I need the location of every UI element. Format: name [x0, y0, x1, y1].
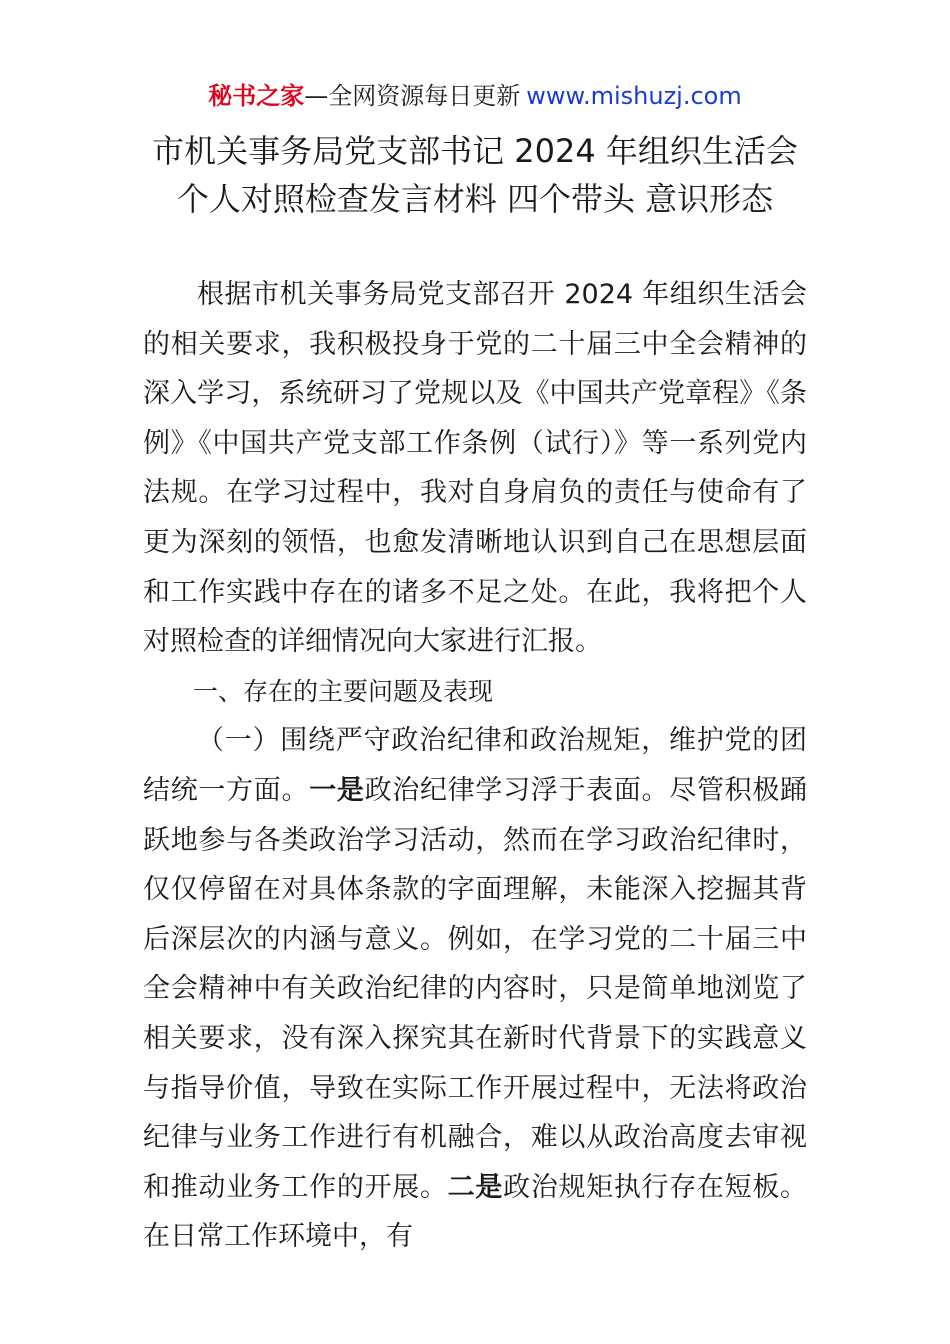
title-line-1: 市机关事务局党支部书记 2024 年组织生活会 [152, 132, 798, 170]
site-url-link[interactable]: www.mishuzj.com [526, 82, 742, 110]
subsection-1-paragraph [143, 716, 807, 1262]
intro-paragraph: 根据市机关事务局党支部召开 2024 年组织生活会的相关要求，我积极投身于党的二十届三中全会精神的深入学习，系统研习了党规以及《中国共产党章程》《条例》《中国共产党支部工作条例（试行）》等一系列党内法规。在学习过程中，我对自身肩负的责任与使命有了更为深刻的领悟，也愈发清晰地认识到自己在思想层面和工作实践中存在的诸多不足之处。在此，我将把个人对照检查的详细情况向大家进行汇报。 [143, 279, 807, 658]
banner-dash: — [304, 82, 329, 110]
document-title [0, 127, 950, 223]
brand-name: 秘书之家 [208, 82, 305, 110]
point-1-text: 政治纪律学习浮于表面。尽管积极踊跃地参与各类政治学习活动，然而在学习政治纪律时，仅仅停留在对具体条款的字面理解，未能深入挖掘其背后深层次的内涵与意义。例如，在学习党的二十届三中全会精神中有关政治纪律的内容时，只是简单地浏览了相关要求，没有深入探究其在新时代背景下的实践意义与指导价值，导致在实际工作开展过程中，无法将政治纪律与业务工作进行有机融合，难以从政治高度去审视和推动业务工作的开展。 [143, 774, 808, 1203]
point-1-label: 一是 [309, 774, 365, 806]
banner-tagline: 全网资源每日更新 [328, 82, 521, 110]
site-banner [0, 80, 950, 112]
title-line-2: 个人对照检查发言材料 四个带头 意识形态 [176, 180, 774, 218]
document-body [143, 270, 807, 1262]
section-heading-1: 一、存在的主要问题及表现 [193, 676, 494, 706]
subsection-1-lead: （一）围绕严守政治纪律和政治规矩，维护党的团结统一方面。 [143, 725, 807, 806]
point-2-label: 二是 [447, 1171, 504, 1203]
point-2-text: 政治规矩执行存在短板。在日常工作环境中，有 [143, 1171, 808, 1253]
